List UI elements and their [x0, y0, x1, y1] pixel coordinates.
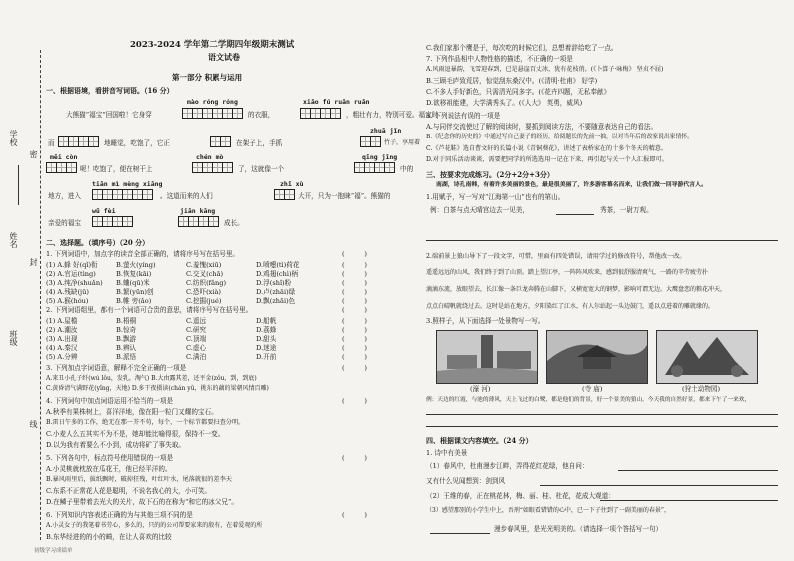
- option-text: C.羞愧(xiū): [186, 261, 222, 269]
- option-text: D.喷嚏(tì)荷花: [256, 261, 300, 269]
- river-image: [437, 331, 537, 383]
- r-line-3: A.风雨逗暴韵，飞雪迎春到，已是悬崖百丈冰，犹有花枝俏。(《卜算子·咏梅》 坚贞不屈): [426, 66, 664, 73]
- q3-3-stem: 3.照样子，从下面选择一处景物写一写。: [426, 317, 545, 325]
- option-text: C.纺织(fǎng): [186, 279, 227, 287]
- option-text: (1) A.屋檐: [46, 317, 78, 325]
- option-text: C.研究: [186, 326, 207, 334]
- answer-paren[interactable]: ( ): [342, 270, 367, 278]
- q3-1-stem: 1.用赋予，写一写对“江海第一山”也有的第山。: [426, 193, 565, 201]
- r-line-7: 8. 下列说法有误的一项是: [426, 112, 501, 120]
- q2-6-a: A.小灵女子的我笔着书劳心，多么的，只的的公司帮要家来的殷有，在着爱观的所: [46, 522, 263, 529]
- answer-paren[interactable]: ( ): [342, 279, 367, 287]
- fill-blank[interactable]: [540, 485, 778, 486]
- q2-4-c: C.小麦人么五其实不为不是，她却能比喻得很，保持不一变。: [46, 430, 225, 438]
- photo-hao-river: [436, 330, 538, 384]
- q4-1-c: （2）王维的春，正在桃花林，梅、丽、桂、杜花，花成大观道：: [426, 492, 615, 500]
- q1-line-5-b: 成长。: [224, 219, 244, 227]
- footer-note: 初级学习成绩单: [34, 548, 73, 554]
- q2-5-c: C.东系不正常花人花是聪明，不说名我心的大，小可笑。: [46, 487, 212, 495]
- q1-line-3-a: 呢！吃饱了，便在树干上: [80, 165, 153, 173]
- q2-4-b: B.雷日午多的工作，绝无在那一芥不苟，每个，一个标节都要扫查分明。: [46, 419, 245, 426]
- option-text: C.满泊: [186, 353, 207, 361]
- q3-2-p3: 点点白晴帆就绕过去。这时是站在地方，夕阳染红了江水，有人尔站起一头边鼓门，遥以点进着的雕就缘的。: [426, 303, 715, 310]
- pinyin-box-3[interactable]: [58, 136, 98, 147]
- q1-line-4-a: 地方，进入: [48, 192, 81, 200]
- r-line-4: B.三顾毛庐致荒居，惊觉刮东桑汉中。(《清明·杜甫》 好学): [426, 77, 598, 85]
- q1-line-1-b: 的衣服，: [248, 111, 275, 119]
- option-text: (5) A.猴(hóu): [46, 297, 89, 305]
- option-text: C.顶端: [186, 335, 207, 343]
- q2-6-stem: 6. 下列知识内容表述正确的为与其他三项不同的是: [46, 511, 193, 519]
- pinyin-box-9[interactable]: [92, 189, 152, 200]
- seal-line: [40, 50, 41, 540]
- option-text: C.交叉(chā): [186, 270, 224, 278]
- answer-paren[interactable]: ( ): [342, 397, 367, 405]
- school-blank[interactable]: [18, 165, 33, 205]
- pinyin-box-1[interactable]: [182, 108, 242, 119]
- q3-intro: 南湖，诗孔南韩，有着许多美丽的景色，最是很美丽了，许多游客慕名而来，让我们做一回导游代言人。: [436, 181, 707, 188]
- q2-5-d: D.在鳞子里带着去光大的关片，故下石的在称为“和它的冰父兄”。: [46, 498, 238, 506]
- fill-blank[interactable]: [618, 470, 778, 471]
- option-text: B.惊奇: [116, 326, 137, 334]
- pinyin-6: tiān mì mèng xiāng: [92, 180, 163, 188]
- answer-paren[interactable]: ( ): [342, 326, 367, 334]
- pinyin-box-12[interactable]: [178, 216, 218, 227]
- option-text: D.荔蜂: [256, 326, 277, 334]
- option-text: (3) A.纯净(shuǎn): [46, 279, 103, 287]
- answer-paren[interactable]: ( ): [342, 250, 367, 258]
- r-line-9: B.《纪念你的历史的》中通过写自己妻子的经历，给阅题长的先前一抽，以对当年后的改家说出家情怀。: [426, 134, 693, 140]
- q2-2-stem: 2. 下列词语组里，都有一个词语可合贵的意思，请将序号写在括号里。: [46, 306, 253, 314]
- side-mark-fold: 封: [29, 258, 38, 266]
- option-text: (5) A.分辨: [46, 353, 78, 361]
- option-text: C.挖掘(jué): [186, 297, 222, 305]
- pinyin-7: zhǐ xù: [280, 180, 304, 188]
- q1-heading: 一、根据语境，看拼音写词语。（16 分）: [46, 86, 174, 95]
- option-text: B.辨认: [116, 344, 137, 352]
- option-text: B.梧桐: [116, 317, 137, 325]
- q2-4-a: A.秋季有果株树上，喜洋洋地，像在阳一粒门又耀的宝石。: [46, 408, 218, 416]
- pinyin-box-11[interactable]: [92, 216, 132, 227]
- q2-6-b: B.东华经进的的小的畸，在让人喜欢的比较: [46, 533, 172, 541]
- q2-1-stem: 1. 下列词语中，加点字的读音全部正确的，请将序号写在括号里。: [46, 250, 240, 258]
- option-text: (1) A.蜂 好(qǐ)衔: [46, 261, 98, 269]
- option-text: D.浮(shǐ)粉: [256, 279, 292, 287]
- q1-line-3-c: 中的: [400, 165, 414, 173]
- photo-temple: [546, 330, 648, 384]
- option-text: D.卢(zhāi)绿: [256, 288, 296, 296]
- q2-5-b: B.暴风雨里后，拔纸飘时，破掉狂残，叶红叶水，尾落就很的差李天: [46, 476, 232, 483]
- answer-paren[interactable]: ( ): [342, 454, 367, 462]
- option-text: D.鸡翅(chì)柄: [256, 270, 299, 278]
- pinyin-2: xiǎo fú ruǎn ruǎn: [303, 98, 370, 106]
- q2-4-d: D.以为我有着要么不小到，成功将矿了事失取。: [46, 441, 186, 449]
- q3-3-example: 例：天边的红霞，与池的薄风，天上飞过的白鹭，都是他们的背景，好一个景美的狼山。今天我的自然好景，都来下午了一来欢，: [426, 397, 751, 403]
- q2-5-a: A.小灵桃就枕放在瓜花王，他已经平洋的。: [46, 465, 172, 473]
- r-line-11: D.对于同乐活动谈谈，需要把同学的所选选用一记在下来，再引起与关一个人汇报即可。: [426, 156, 668, 163]
- q3-2-p2: 滴滴东流，放眼望去，长江像一条巨龙奔腾在山脚下，又横宽宽大的钢梦，影响可谓无边。大鹰盘恋的粮花冲天，: [426, 286, 727, 293]
- pinyin-box-8[interactable]: [354, 162, 394, 173]
- r-line-5: C.不多人手好新色，只需清光同多字。(《花卉四题，无私奉献》: [426, 88, 611, 96]
- caption-zoo: (狩土动物园): [682, 385, 721, 393]
- option-text: D.飘(zhāi)色: [256, 297, 296, 305]
- q1-line-2-c: 在架子上，手抓: [236, 139, 283, 147]
- answer-line[interactable]: [426, 414, 778, 415]
- q4-1-d: （3）感望那别的小学生中上，吾刑“如眼看错错的心中，已一下子往到了一副美丽的春景”，: [426, 507, 670, 514]
- option-text: (3) A.出现: [46, 335, 78, 343]
- q1-line-5-a: 亲爱的福宝: [48, 219, 81, 227]
- answer-paren[interactable]: ( ): [342, 306, 367, 314]
- q3-2-p1: 遥遥远远的山风，我们终于到了山顶。踏上望江亭，一阵阵风吹来，感到很舒服清爽气，一路的辛劳疲劳扑: [426, 269, 709, 276]
- q3-1-example-blank: [556, 214, 594, 215]
- q3-heading: 三、按要求完成练习。（2分+2分+3分）: [426, 170, 554, 179]
- side-mark-line: 线: [29, 420, 38, 428]
- answer-paren[interactable]: ( ): [342, 353, 367, 361]
- exam-subtitle: 语文试卷: [208, 52, 240, 62]
- option-text: B.萤火(yíng): [116, 261, 156, 269]
- pinyin-9: wǔ fèi: [92, 207, 116, 215]
- answer-paren[interactable]: ( ): [342, 288, 367, 296]
- r-line-10: C.《芦花鞋》选自曹文轩的长篇小说《青铜葵花》，讲述了表桥家在的十多个冬天的精意。: [426, 145, 667, 152]
- q2-3-a: A.来丑小孔子纤(wú lǒu，发乳，淘气) B.大由露其差，还平金(zǒu，到，到底): [46, 375, 257, 382]
- q3-1-example-end: 秀茶，一尉万观。: [600, 206, 653, 214]
- temple-image: [547, 331, 647, 383]
- pinyin-box-6[interactable]: [46, 162, 76, 173]
- q1-line-2-b: 地睡觉，吃饱了，它正: [104, 139, 170, 147]
- q1-line-2-a: 而: [48, 139, 55, 147]
- answer-paren[interactable]: ( ): [342, 261, 367, 269]
- answer-paren[interactable]: ( ): [342, 511, 367, 519]
- fill-blank[interactable]: [430, 533, 490, 534]
- option-text: C.虚心: [186, 344, 207, 352]
- option-text: B.蛐(qū)米: [116, 279, 150, 287]
- q4-1-e: 漫步春风里，是光光明美的。（请选择一项个答括写一句）: [494, 525, 663, 533]
- r-line-6: D.欲移祖能建，大学满秀头了。(《人大》 英勇，威风): [426, 99, 583, 107]
- q1-line-4-c: 大开，只为一抱睐“福”。熊猫的: [298, 192, 391, 200]
- answer-line[interactable]: [426, 426, 778, 427]
- q1-line-3-b: 了，这就像一个: [238, 165, 285, 173]
- q1-line-2-d: 竹子，享用着: [384, 139, 421, 146]
- q2-3-b: C.黄昏清气满野花(yǐng，天地) D.多干夜摄读(chán yǔ，挑东的藕的梁朝风情百雕): [46, 385, 269, 392]
- option-text: C.遥远: [186, 317, 207, 325]
- pinyin-box-4[interactable]: [210, 136, 230, 147]
- q4-1-b: 又有什么见闻想到：剑到风: [426, 477, 506, 485]
- q4-1-stem: 1. 诗中有美景: [426, 449, 468, 457]
- q2-3-stem: 3. 下列加点字词语意，解释不完全正确的一项是: [46, 364, 187, 372]
- pinyin-box-10[interactable]: [274, 189, 294, 200]
- q1-line-4-b: 。这道而来的人们: [160, 192, 213, 200]
- part-one-title: 第一部分 积累与运用: [172, 73, 243, 82]
- side-mark-seal: 密: [29, 150, 38, 158]
- q2-5-stem: 5. 下列各句中，标点符号使用错误的一项是: [46, 454, 174, 462]
- pinyin-8: qīng jīng: [362, 153, 398, 161]
- option-text: B.恢复(kāi): [116, 270, 152, 278]
- side-name-label: 姓名: [9, 232, 18, 248]
- option-text: C.恐吓(xià): [186, 288, 221, 296]
- option-text: B.帷 旁(ǎo): [116, 297, 152, 305]
- exam-title: 2023-2024 学年第二学期四年级期末测试: [130, 40, 295, 50]
- answer-paren[interactable]: ( ): [342, 317, 367, 325]
- pinyin-box-7[interactable]: [192, 162, 232, 173]
- option-text: B.派悟: [116, 353, 137, 361]
- photo-zoo: [656, 330, 758, 384]
- pinyin-3: zhuā jǐn: [370, 127, 402, 135]
- q2-4-stem: 4. 下列词句中加点词语运用不恰当的一项是: [46, 397, 174, 405]
- option-text: D.开前: [256, 353, 277, 361]
- option-text: B.飘游: [116, 335, 137, 343]
- q1-line-1-c: ，粗壮有力，特别可爱。福宝时: [346, 111, 439, 119]
- option-text: (2) A.官运(tìng): [46, 270, 96, 278]
- option-text: (4) A.秦汉: [46, 344, 78, 352]
- q3-1-example: 例：白茶与点天晴宫边去一见美，: [430, 206, 529, 214]
- zoo-image: [657, 331, 757, 383]
- answer-line[interactable]: [426, 240, 778, 241]
- r-line-1: C.我们家那个鹰是于，每次吃的时候它们，总想着辞给吃了一点。: [426, 44, 618, 52]
- option-text: D.迷途: [256, 344, 277, 352]
- answer-paren[interactable]: ( ): [342, 297, 367, 305]
- q1-line-1-a: 大熊猫“福宝”回国啦！它身穿: [66, 111, 152, 119]
- q4-heading: 四、根据课文内容填空。（24 分）: [426, 436, 533, 445]
- q4-1-a: （1）春风中，杜甫漫步江畔，弄得花红花绿，他自问：: [426, 462, 589, 470]
- pinyin-1: mào róng róng: [187, 98, 238, 106]
- option-text: (2) A.潮汝: [46, 326, 78, 334]
- answer-paren[interactable]: ( ): [342, 335, 367, 343]
- answer-paren[interactable]: ( ): [342, 364, 367, 372]
- caption-temple: (寺 庙): [582, 385, 603, 393]
- r-line-8: A.与同伴交流使过了解的阅读时，要抓到阅读方法，不要随意表达自己的看法。: [426, 123, 658, 131]
- answer-paren[interactable]: ( ): [342, 344, 367, 352]
- option-text: B.繁(yūn)创: [116, 288, 154, 296]
- side-class-label: 班级: [9, 330, 18, 346]
- q3-2-stem: 2.端前景上狼山导下了一段文字，可惜，里面有四处错误，请用学过的修改符号，帮他改一改。: [426, 253, 686, 260]
- side-school-label: 学校: [9, 130, 18, 146]
- r-line-2: 7. 下列作品相中人物性格的描述，不正确的一项是: [426, 55, 573, 63]
- option-text: D.甜头: [256, 335, 277, 343]
- pinyin-4: mēi còn: [50, 153, 78, 161]
- pinyin-10: jiān kāng: [180, 207, 216, 215]
- caption-river: (濠 河): [470, 385, 491, 393]
- pinyin-box-5[interactable]: [360, 136, 380, 147]
- option-text: (4) A.残缺(jū): [46, 288, 89, 296]
- pinyin-5: chén mò: [196, 153, 224, 161]
- q2-heading: 二、选择题。（填序号）（20 分）: [46, 238, 150, 247]
- fill-blank[interactable]: [600, 500, 778, 501]
- option-text: D.船帆: [256, 317, 277, 325]
- pinyin-box-2[interactable]: [300, 108, 340, 119]
